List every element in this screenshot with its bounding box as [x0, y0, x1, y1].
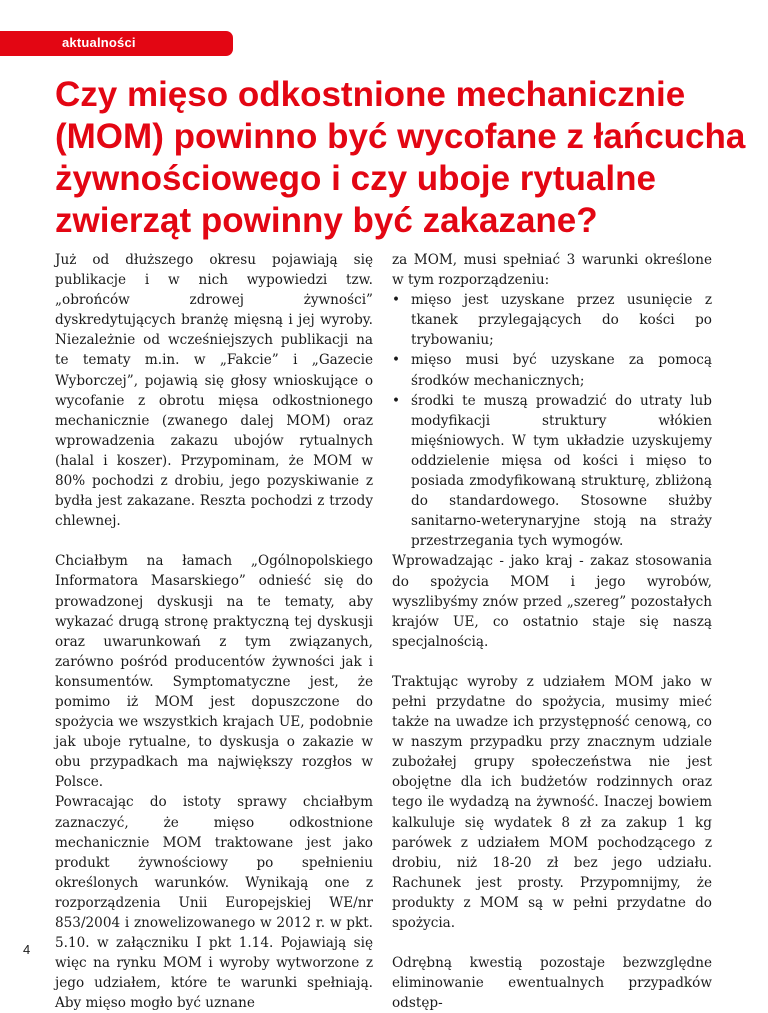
paragraph: Traktując wyroby z udziałem MOM jako w pełni przydatne do spożycia, musimy mieć także na uwadze ich przystępność cenową, co w naszym przypadku przy znacznym udziale zubożałej grupy społeczeństwa nie jest obojętne dla ich budżetów rodzinnych oraz tego ile wydadzą na żywność. Inaczej bowiem kalkuluje się wydatek 8 zł za zakup 1 kg parówek z udziałem MOM pochodzącego z drobiu, niż 18-20 zł bez jego udziału. Rachunek jest prosty. Przypomnijmy, że produkty z MOM są w pełni przydatne do spożycia.	[392, 673, 712, 931]
paragraph: Wprowadzając - jako kraj - zakaz stosowania do spożycia MOM i jego wyrobów, wyszlibyśmy znów przed „szereg” pozostałych krajów UE, co ostatnio staje się naszą specjalnością.	[392, 553, 712, 650]
article-headline: Czy mięso odkostnione mechanicznie (MOM) powinno być wycofane z łańcucha żywnościowego i czy uboje rytualne zwierząt powinny być zakazane?	[55, 75, 746, 240]
section-tab	[0, 31, 233, 56]
article-column-left	[55, 250, 373, 1013]
paragraph: Chciałbym na łamach „Ogólnopolskiego Informatora Masarskiego” odnieść się do prowadzonej dyskusji na te tematy, aby wykazać drugą stronę praktyczną tej dyskusji oraz uwarunkowań z tym związanych, zarówno pośród producentów żywności jak i konsumentów. Symptomatyczne jest, że pomimo iż MOM jest dopuszczone do spożycia we wszystkich krajach UE, podobnie jak uboje rytualne, to dyskusja o zakazie w obu przypadkach ma największy rozgłos w Polsce.	[55, 553, 373, 791]
paragraph: Odrębną kwestią pozostaje bezwzględne eliminowanie ewentualnych przypadków odstęp-	[392, 955, 712, 1012]
list-item: • mięso musi być uzyskane za pomocą środków mechanicznych;	[392, 350, 712, 390]
paragraph: Już od dłuższego okresu pojawiają się publikacje i w nich wypowiedzi tzw. „obrońców zdrowej żywności” dyskredytujących branżę mięsną i jej wyroby. Niezależnie od wcześniejszych publikacji na te tematy m.in. w „Fakcie” i „Gazecie Wyborczej”, pojawią się głosy wnioskujące o wycofanie z obrotu mięsa odkostnionego mechanicznie (zwanego dalej MOM) oraz wprowadzenia zakazu ubojów rytualnych (halal i koszer). Przypominam, że MOM w 80% pochodzi z drobiu, jego pozyskiwanie z bydła jest zakazane. Reszta pochodzi z trzody chlewnej.	[55, 252, 373, 530]
list-item: • środki te muszą prowadzić do utraty lub modyfikacji struktury włókien mięśniowych. W tym układzie uzyskujemy oddzielenie mięsa od kości i mięso to posiada zmodyfikowaną strukturę, zbliżoną do standardowego. Stosowne służby sanitarno-weterynaryjne stoją na straży przestrzegania tych wymogów.	[392, 391, 712, 552]
section-label: aktualności	[62, 35, 136, 50]
paragraph: Powracając do istoty sprawy chciałbym zaznaczyć, że mięso odkostnione mechanicznie MOM traktowane jest jako produkt żywnościowy po spełnieniu określonych warunków. Wynikają one z rozporządzenia Unii Europejskiej WE/nr 853/2004 i znowelizowanego w 2012 r. w pkt. 5.10. w załączniku I pkt 1.14. Pojawiają się więc na rynku MOM i wyroby wytworzone z jego udziałem, które te warunki spełniają. Aby mięso mogło być uznane	[55, 794, 373, 1012]
list-item: • mięso jest uzyskane przez usunięcie z tkanek przylegających do kości po trybowaniu;	[392, 290, 712, 350]
article-column-right	[392, 250, 712, 1013]
paragraph: za MOM, musi spełniać 3 warunki określone w tym rozporządzeniu:	[392, 252, 712, 289]
page-number: 4	[23, 942, 31, 957]
requirements-list	[392, 290, 712, 551]
